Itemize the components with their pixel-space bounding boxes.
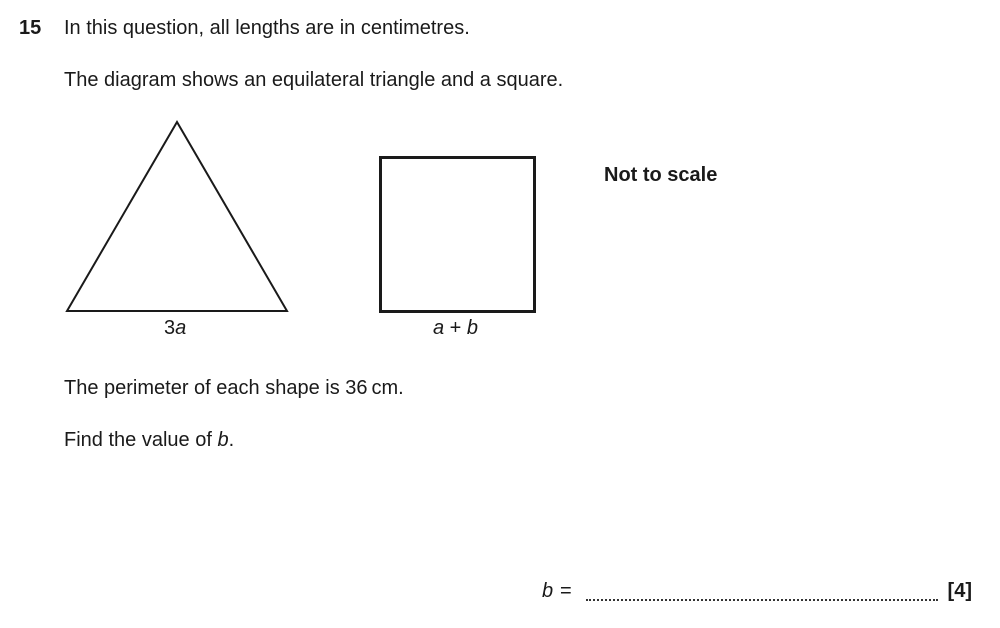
triangle-label-coef: 3 [164, 317, 176, 339]
not-to-scale-note: Not to scale [604, 164, 718, 186]
square-side-label [433, 316, 478, 340]
intro-text-lengths: In this question, all lengths are in centimetres. [64, 17, 470, 39]
perimeter-statement: The perimeter of each shape is 36 cm. [64, 377, 404, 399]
triangle-label-var: a [175, 317, 187, 339]
intro-text-diagram: The diagram shows an equilateral triangle and a square. [64, 69, 564, 91]
triangle-side-label [164, 316, 186, 340]
find-prefix: Find the value of [64, 429, 218, 451]
marks-label: [4] [947, 580, 972, 602]
find-instruction [64, 428, 234, 452]
find-suffix: . [228, 429, 235, 451]
answer-variable: b [542, 580, 554, 602]
question-number: 15 [19, 17, 42, 39]
answer-line[interactable] [586, 599, 938, 601]
equilateral-triangle [67, 122, 287, 311]
square-label-op: + [444, 317, 467, 339]
answer-equals: = [560, 580, 572, 602]
square-label-var-b: b [466, 317, 479, 339]
answer-row [542, 579, 974, 605]
find-var: b [217, 429, 229, 451]
square [381, 158, 535, 312]
square-label-var-a: a [433, 317, 445, 339]
